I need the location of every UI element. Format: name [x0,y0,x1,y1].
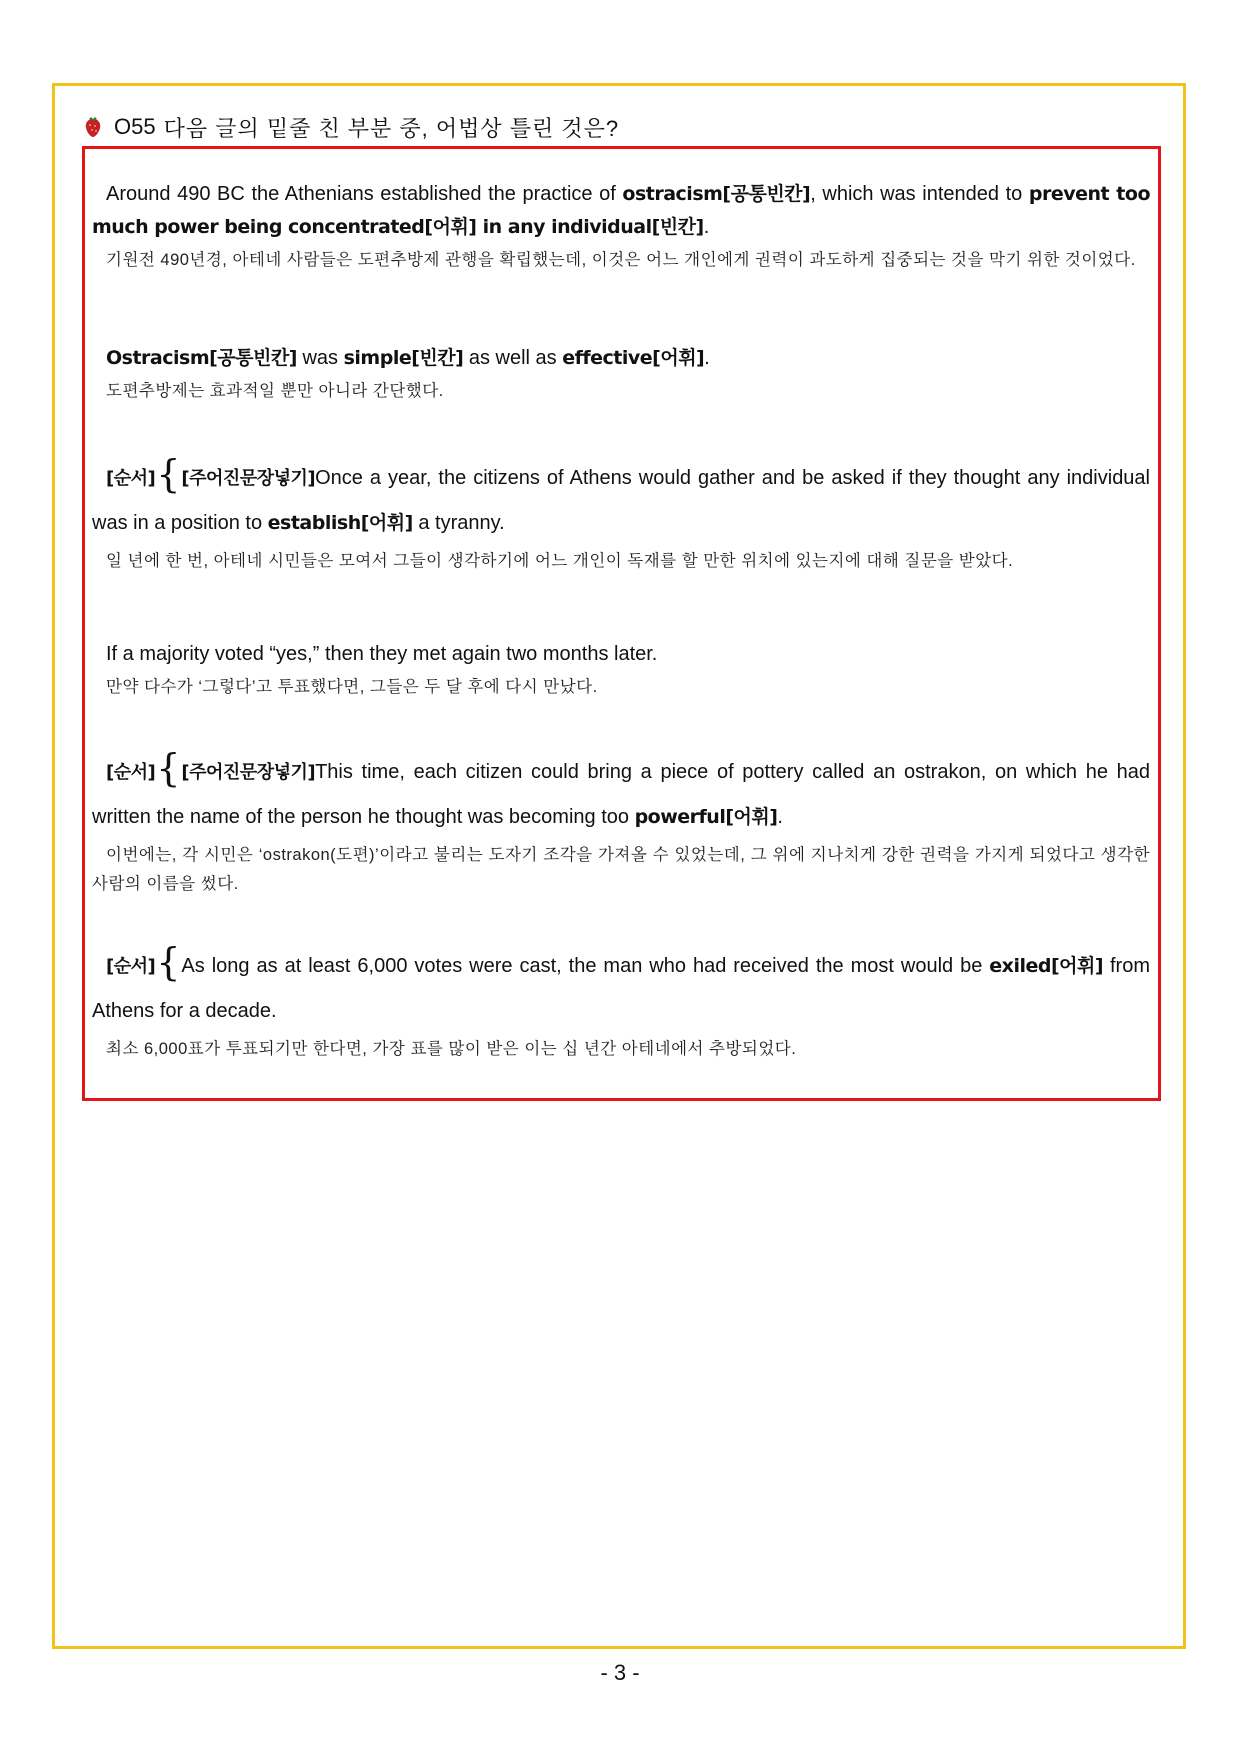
keyword-establish: establish[어휘] [267,512,413,534]
sentence-text: . [703,216,710,238]
page-number: - 3 - [600,1660,640,1685]
passage-paragraph-3 [92,452,1150,576]
brace-mark: { [156,940,181,984]
sentence-text: This time, each citizen could bring a piece of pottery called an ostrakon, on which he had written the name of the person he thought was becoming too [92,761,1150,828]
keyword-exiled: exiled[어휘] [989,955,1104,977]
korean-translation: 일 년에 한 번, 아테네 시민들은 모여서 그들이 생각하기에 어느 개인이 독재를 할 만한 위치에 있는지에 대해 질문을 받았다. [106,552,1014,570]
keyword-effective: effective[어휘] [562,347,705,369]
english-sentence [92,746,1150,839]
korean-translation: 만약 다수가 ‘그렇다’고 투표했다면, 그들은 두 달 후에 다시 만났다. [106,678,598,696]
passage-paragraph-2 [92,342,1150,406]
sentence-text: , which was intended to [810,183,1029,205]
sentence-text: As long as at least 6,000 votes were cast, the man who had received the most would be [181,955,990,977]
english-sentence: If a majority voted “yes,” then they met again two months later. [106,643,658,665]
keyword-simple: simple[빈칸] [343,347,464,369]
english-sentence [92,342,1150,375]
sentence-text: from Athens for a decade. [92,955,1150,1022]
sentence-text: . [704,347,710,369]
order-tag: [순서] [106,468,156,489]
korean-translation: 기원전 490년경, 아테네 사람들은 도편추방제 관행을 확립했는데, 이것은 어느 개인에게 권력이 과도하게 집중되는 것을 막기 위한 것이었다. [106,251,1136,269]
question-text: 다음 글의 밑줄 친 부분 중, 어법상 틀린 것은? [163,115,620,141]
passage-paragraph-1 [92,178,1150,275]
english-sentence [92,452,1150,545]
brace-mark: { [156,746,181,790]
english-sentence [92,178,1150,244]
english-sentence [92,940,1150,1033]
order-tag: [순서] [106,762,156,783]
sentence-text: a tyranny. [412,512,505,534]
keyword-ostracism: Ostracism[공통빈칸] [106,347,297,369]
sentence-text: . [777,806,783,828]
korean-translation: 도편추방제는 효과적일 뿐만 아니라 간단했다. [106,382,444,400]
passage-paragraph-4 [92,638,1150,702]
insert-sentence-tag: [주어진문장넣기] [181,468,316,489]
passage-paragraph-6 [92,940,1150,1064]
question-header [84,112,619,142]
strawberry-bullet-icon [84,116,102,138]
sentence-text: as well as [463,347,563,369]
passage-paragraph-5 [92,746,1150,899]
insert-sentence-tag: [주어진문장넣기] [181,762,316,783]
question-number: O55 [114,114,156,139]
brace-mark: { [156,452,181,496]
order-tag: [순서] [106,956,156,977]
keyword-ostracism: ostracism[공통빈칸] [622,183,811,205]
korean-translation: 이번에는, 각 시민은 ‘ostrakon(도편)’이라고 불리는 도자기 조각을 가져올 수 있었는데, 그 위에 지나치게 강한 권력을 가지게 되었다고 생각한 사람의 이름을 썼다. [92,846,1150,893]
sentence-text: Once a year, the citizens of Athens would gather and be asked if they thought any individual was in a position to [92,467,1150,534]
sentence-text: Around 490 BC the Athenians established the practice of [106,183,623,205]
keyword-prevent-phrase: prevent too much power being concentrated[어휘] in any individual[빈칸] [92,183,1150,238]
korean-translation: 최소 6,000표가 투표되기만 한다면, 가장 표를 많이 받은 이는 십 년간 아테네에서 추방되었다. [106,1040,797,1058]
keyword-powerful: powerful[어휘] [634,806,778,828]
sentence-text: was [296,347,344,369]
